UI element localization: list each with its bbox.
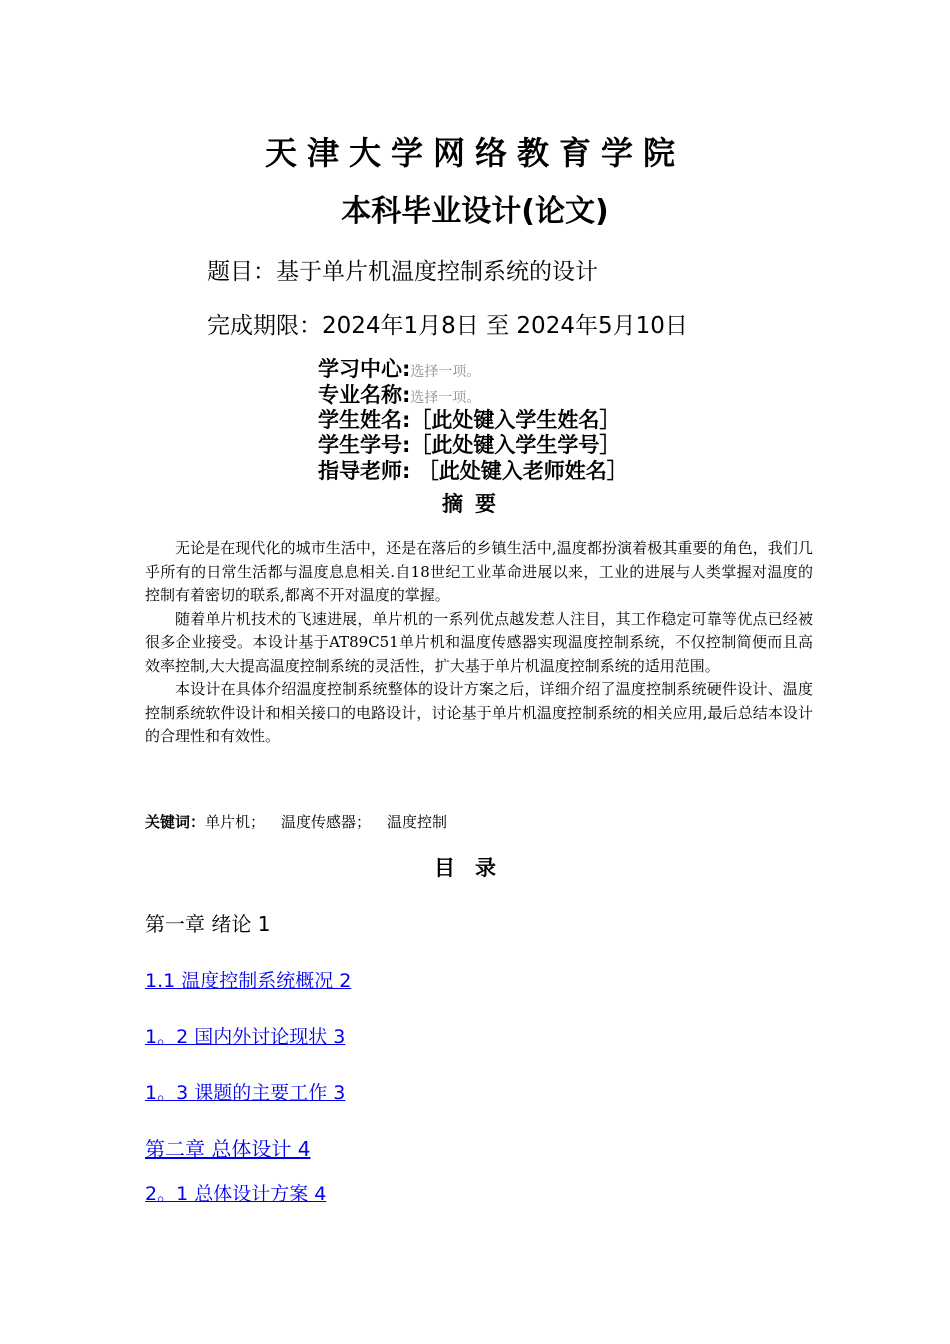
period-value: 2024年1月8日 至 2024年5月10日 [322, 313, 688, 339]
abstract-heading: 摘要 [442, 492, 508, 516]
toc-link-1-1[interactable]: 1.1 温度控制系统概况 2 [145, 970, 352, 992]
thesis-type-title: 本科毕业设计(论文) [341, 194, 609, 229]
field-label: 指导老师: [318, 459, 411, 483]
learning-center-dropdown[interactable]: 选择一项。 [410, 364, 481, 380]
keyword: 温度传感器； [281, 813, 372, 831]
toc-heading: 目录 [434, 856, 516, 880]
topic-value: 基于单片机温度控制系统的设计 [276, 259, 598, 285]
keywords-line [145, 811, 463, 832]
abstract-paragraph: 随着单片机技术的飞速进展，单片机的一系列优点越发惹人注目，其工作稳定可靠等优点已经被很多企业接受。本设计基于AT89C51单片机和温度传感器实现温度控制系统，不仅控制简便而且高效率控制,大大提高温度控制系统的灵活性，扩大基于单片机温度控制系统的适用范围。 [145, 609, 813, 675]
field-advisor [318, 455, 628, 485]
toc-link-chapter-2[interactable]: 第二章 总体设计 4 [145, 1137, 311, 1161]
student-id-field[interactable]: ［此处键入学生学号］ [410, 433, 621, 457]
keyword: 温度控制 [387, 813, 448, 831]
university-title: 天津大学网络教育学院 [264, 134, 685, 172]
topic-line [207, 253, 598, 286]
toc-link-1-2[interactable]: 1。2 国内外讨论现状 3 [145, 1026, 346, 1048]
keyword: 单片机； [205, 813, 266, 831]
keywords-label: 关键词： [145, 813, 206, 831]
student-name-field[interactable]: ［此处键入学生姓名］ [410, 408, 621, 432]
abstract-paragraph: 本设计在具体介绍温度控制系统整体的设计方案之后，详细介绍了温度控制系统硬件设计、温度控制系统软件设计和相关接口的电路设计，讨论基于单片机温度控制系统的相关应用,最后总结本设计的合理性和有效性。 [145, 680, 813, 745]
advisor-name-field[interactable]: ［此处键入老师姓名］ [410, 459, 628, 483]
field-label: 学习中心: [318, 357, 411, 381]
major-dropdown[interactable]: 选择一项。 [410, 390, 481, 406]
period-label: 完成期限： [207, 313, 322, 339]
field-label: 学生学号: [318, 433, 411, 457]
period-line [207, 307, 688, 340]
toc-link-1-3[interactable]: 1。3 课题的主要工作 3 [145, 1082, 346, 1104]
toc-link-2-1[interactable]: 2。1 总体设计方案 4 [145, 1183, 327, 1205]
field-label: 学生姓名: [318, 408, 411, 432]
abstract-paragraph: 无论是在现代化的城市生活中，还是在落后的乡镇生活中,温度都扮演着极其重要的角色，我们几乎所有的日常生活都与温度息息相关.自18世纪工业革命进展以来，工业的进展与人类掌握对温度的控制有着密切的联系,都离不开对温度的掌握。 [145, 539, 813, 604]
topic-label: 题目： [207, 259, 276, 285]
field-label: 专业名称: [318, 383, 411, 407]
toc-entry-chapter-1: 第一章 绪论 1 [145, 912, 271, 936]
abstract-body [145, 537, 813, 749]
